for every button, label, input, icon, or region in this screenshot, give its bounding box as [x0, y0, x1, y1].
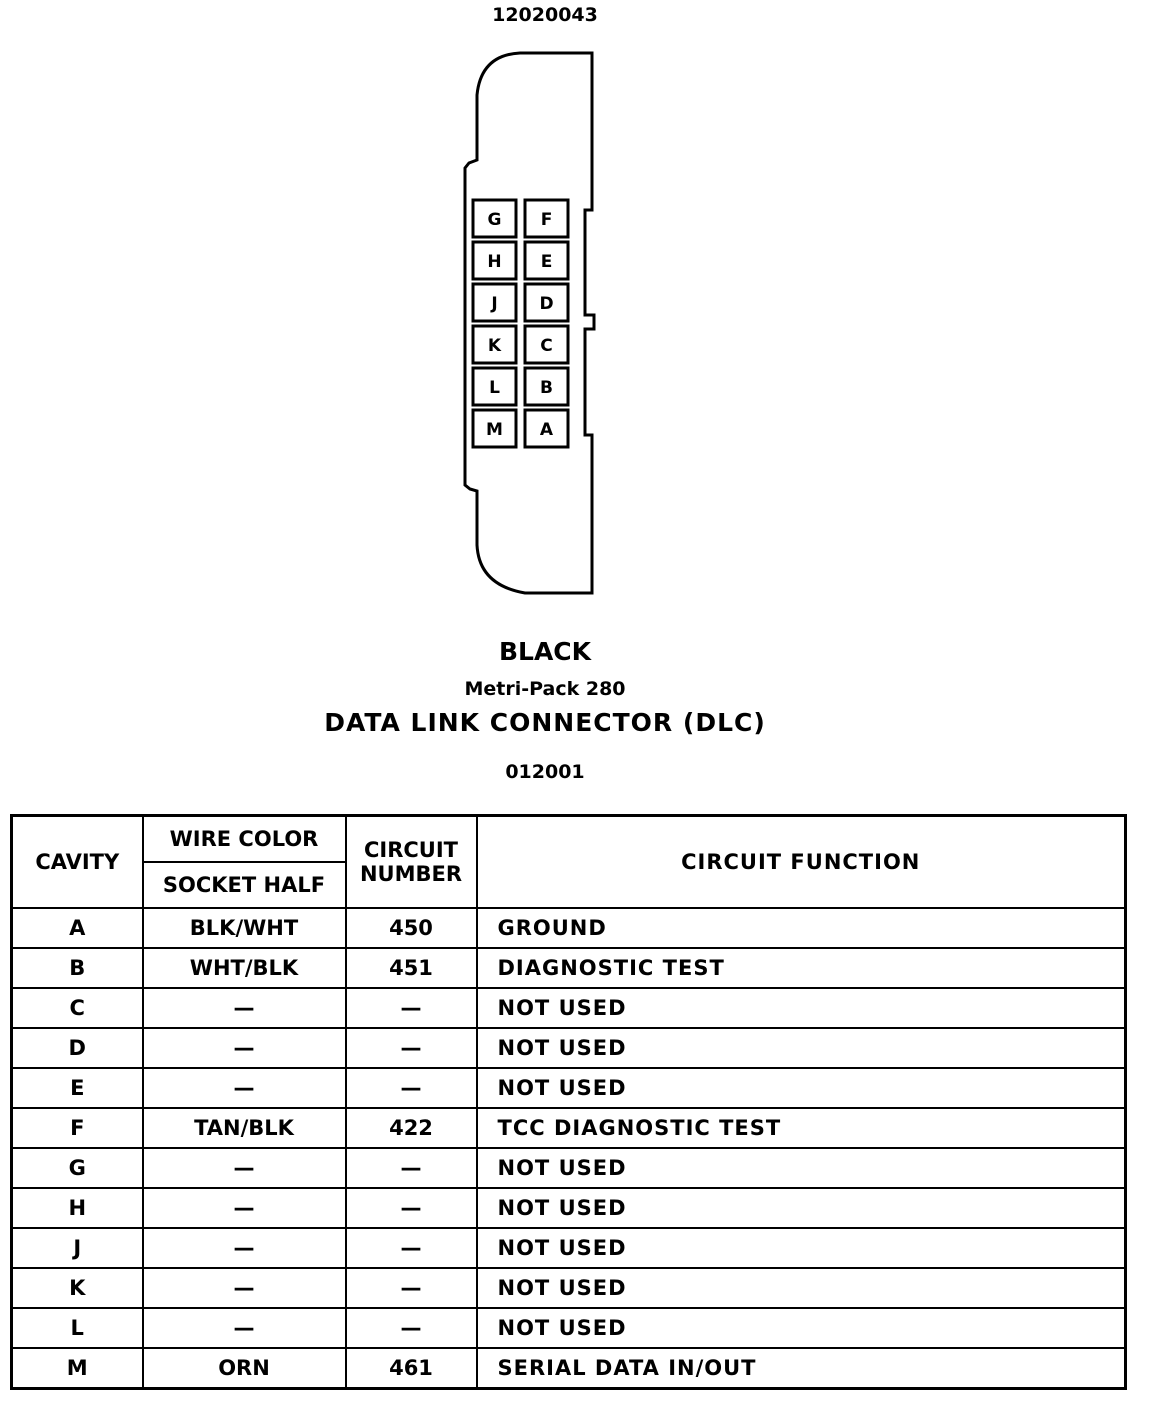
cell-cavity: E: [12, 1068, 143, 1108]
cell-cavity: J: [12, 1228, 143, 1268]
cell-circuit-number: 422: [346, 1108, 477, 1148]
cell-cavity: F: [12, 1108, 143, 1148]
cavity-j: [473, 284, 516, 321]
connector-face-diagram: [455, 45, 605, 600]
table-row: [12, 1348, 1126, 1389]
cell-wire-color: ORN: [143, 1348, 346, 1389]
cavity-a: [525, 410, 568, 447]
cell-circuit-function: TCC DIAGNOSTIC TEST: [477, 1108, 1126, 1148]
cell-circuit-number: —: [346, 1148, 477, 1188]
cavity-k: [473, 326, 516, 363]
header-cavity: CAVITY: [12, 816, 143, 909]
cell-wire-color: —: [143, 1188, 346, 1228]
cell-wire-color: —: [143, 1028, 346, 1068]
cell-circuit-number: —: [346, 1068, 477, 1108]
cell-circuit-number: —: [346, 1028, 477, 1068]
cavity-label: D: [539, 294, 554, 314]
cell-circuit-number: —: [346, 1268, 477, 1308]
cell-cavity: A: [12, 908, 143, 948]
cell-cavity: C: [12, 988, 143, 1028]
table-row: [12, 908, 1126, 948]
cell-circuit-function: NOT USED: [477, 1228, 1126, 1268]
cell-circuit-number: —: [346, 1188, 477, 1228]
cavity-label: B: [540, 378, 553, 398]
cavity-g: [473, 200, 516, 237]
cavity-f: [525, 200, 568, 237]
cavity-b: [525, 368, 568, 405]
header-socket-half: SOCKET HALF: [143, 862, 346, 908]
table-row: [12, 1188, 1126, 1228]
cavity-label: A: [539, 420, 554, 440]
cell-cavity: B: [12, 948, 143, 988]
cavity-label: H: [487, 252, 502, 272]
table-row: [12, 948, 1126, 988]
cell-wire-color: —: [143, 1228, 346, 1268]
drawing-code: 012001: [505, 761, 585, 783]
cell-circuit-function: NOT USED: [477, 1148, 1126, 1188]
cell-wire-color: —: [143, 1148, 346, 1188]
cavity-h: [473, 242, 516, 279]
cavity-label: F: [540, 210, 553, 230]
header-circuit-function: CIRCUIT FUNCTION: [477, 816, 1126, 909]
cell-circuit-number: —: [346, 1228, 477, 1268]
cell-circuit-function: GROUND: [477, 908, 1126, 948]
table-row: [12, 1068, 1126, 1108]
cell-circuit-function: NOT USED: [477, 988, 1126, 1028]
cell-cavity: L: [12, 1308, 143, 1348]
cavity-label: C: [540, 336, 553, 356]
table-row: [12, 1308, 1126, 1348]
connector-housing-outline: [465, 53, 594, 593]
table-row: [12, 1028, 1126, 1068]
cell-circuit-number: 461: [346, 1348, 477, 1389]
pinout-rows: [12, 908, 1126, 1389]
cell-circuit-function: NOT USED: [477, 1068, 1126, 1108]
cell-wire-color: WHT/BLK: [143, 948, 346, 988]
cell-cavity: D: [12, 1028, 143, 1068]
cell-circuit-function: NOT USED: [477, 1268, 1126, 1308]
header-wire-color: WIRE COLOR: [143, 816, 346, 863]
cell-circuit-function: NOT USED: [477, 1188, 1126, 1228]
part-number: 12020043: [492, 4, 598, 26]
cell-wire-color: —: [143, 1308, 346, 1348]
cell-circuit-number: —: [346, 988, 477, 1028]
connector-title: DATA LINK CONNECTOR (DLC): [324, 708, 766, 737]
cell-circuit-function: DIAGNOSTIC TEST: [477, 948, 1126, 988]
cavity-label: L: [489, 378, 500, 398]
cell-cavity: H: [12, 1188, 143, 1228]
cavity-label: M: [486, 420, 503, 440]
table-row: [12, 1228, 1126, 1268]
cavity-label: K: [487, 336, 502, 356]
cavity-m: [473, 410, 516, 447]
cell-circuit-function: NOT USED: [477, 1308, 1126, 1348]
table-row: [12, 988, 1126, 1028]
cell-wire-color: —: [143, 1268, 346, 1308]
cell-cavity: M: [12, 1348, 143, 1389]
cavity-c: [525, 326, 568, 363]
cell-wire-color: —: [143, 1068, 346, 1108]
cell-wire-color: TAN/BLK: [143, 1108, 346, 1148]
table-row: [12, 1148, 1126, 1188]
cavity-label: G: [487, 210, 502, 230]
cavity-label: E: [540, 252, 553, 272]
cell-cavity: G: [12, 1148, 143, 1188]
connector-color-label: BLACK: [498, 637, 592, 666]
cell-circuit-function: NOT USED: [477, 1028, 1126, 1068]
cavity-d: [525, 284, 568, 321]
cavity-l: [473, 368, 516, 405]
table-row: [12, 1108, 1126, 1148]
cell-wire-color: BLK/WHT: [143, 908, 346, 948]
cell-circuit-number: —: [346, 1308, 477, 1348]
cell-wire-color: —: [143, 988, 346, 1028]
cavity-e: [525, 242, 568, 279]
connector-series-label: Metri-Pack 280: [464, 678, 626, 700]
cavity-label: J: [491, 294, 498, 314]
cell-circuit-function: SERIAL DATA IN/OUT: [477, 1348, 1126, 1389]
table-row: [12, 1268, 1126, 1308]
cell-cavity: K: [12, 1268, 143, 1308]
pinout-table: [10, 814, 1127, 1390]
cell-circuit-number: 451: [346, 948, 477, 988]
cell-circuit-number: 450: [346, 908, 477, 948]
header-circuit-number: CIRCUIT NUMBER: [346, 816, 477, 909]
